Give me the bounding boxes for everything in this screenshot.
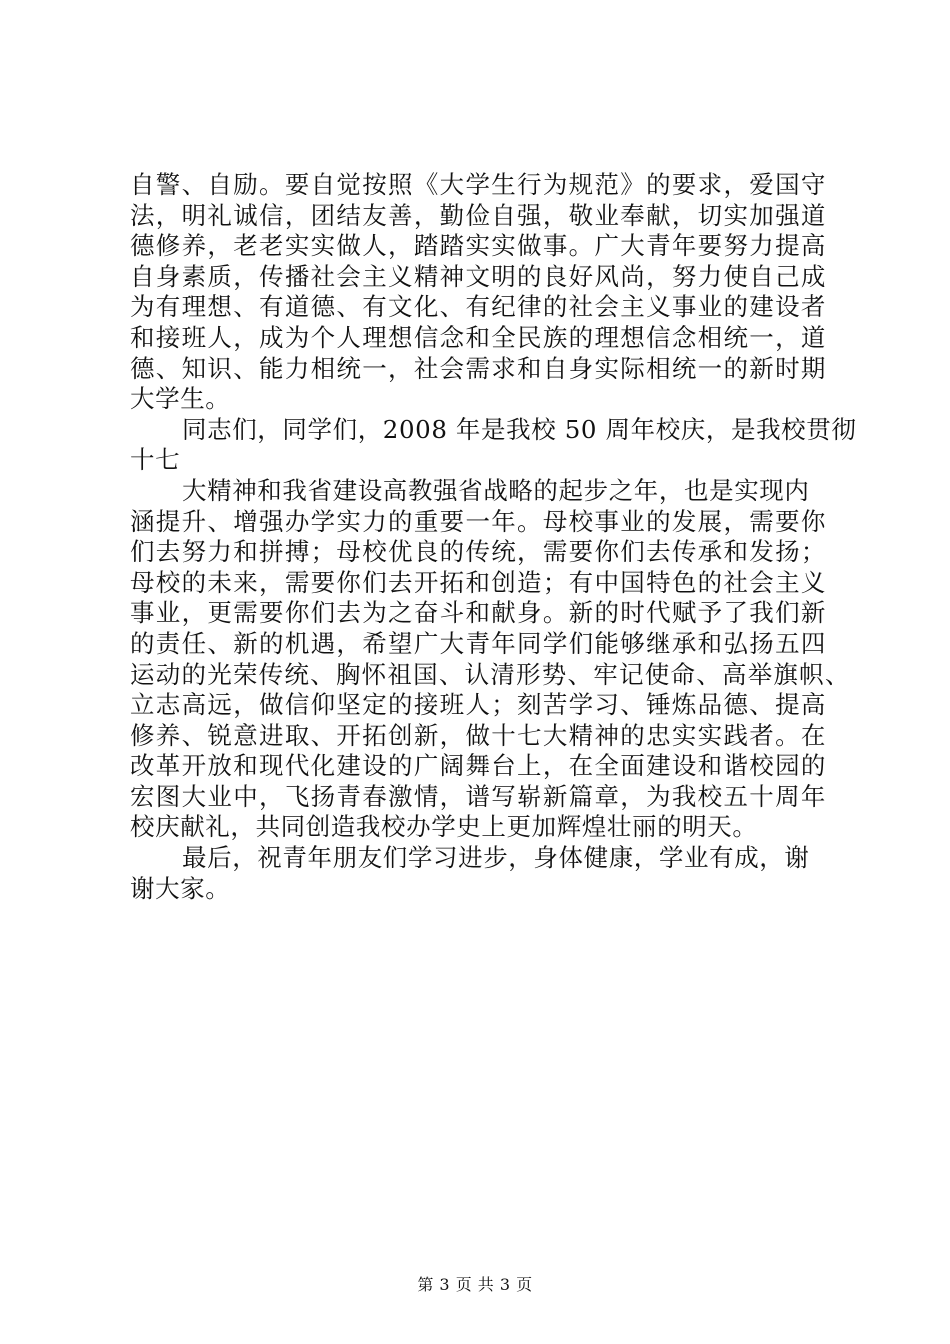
text-line: 事业，更需要你们去为之奋斗和献身。新的时代赋予了我们新 <box>130 598 826 628</box>
text-line: 母校的未来，需要你们去开拓和创造；有中国特色的社会主义 <box>130 567 826 597</box>
text-line: 改革开放和现代化建设的广阔舞台上，在全面建设和谐校园的 <box>130 751 826 781</box>
text-line: 自警、自励。要自觉按照《大学生行为规范》的要求，爱国守 <box>130 170 826 199</box>
text-line: 们去努力和拼搏；母校优良的传统，需要你们去传承和发扬； <box>130 537 826 567</box>
paragraph-start-line: 大精神和我省建设高教强省战略的起步之年，也是实现内 <box>182 475 810 505</box>
text-line: 谢大家。 <box>130 873 231 903</box>
paragraph-start-line: 同志们，同学们，2008 年是我校 50 周年校庆，是我校贯彻 <box>182 414 857 444</box>
text-line: 涵提升、增强办学实力的重要一年。母校事业的发展，需要你 <box>130 506 826 536</box>
text-line: 法，明礼诚信，团结友善，勤俭自强，敬业奉献，切实加强道 <box>130 200 826 230</box>
text-line: 立志高远，做信仰坚定的接班人；刻苦学习、锤炼品德、提高 <box>130 690 826 720</box>
text-line: 大学生。 <box>130 384 231 414</box>
text-line: 宏图大业中，飞扬青春激情，谱写崭新篇章，为我校五十周年 <box>130 781 826 811</box>
text-line: 德、知识、能力相统一，社会需求和自身实际相统一的新时期 <box>130 353 826 383</box>
text-line: 为有理想、有道德、有文化、有纪律的社会主义事业的建设者 <box>130 292 826 322</box>
page-footer: 第 3 页 共 3 页 <box>417 1275 533 1294</box>
text-line: 十七 <box>130 445 181 475</box>
text-line: 的责任、新的机遇，希望广大青年同学们能够继承和弘扬五四 <box>130 628 826 658</box>
body-text <box>130 170 857 904</box>
paragraph-start-line: 最后，祝青年朋友们学习进步，身体健康，学业有成，谢 <box>182 843 810 873</box>
text-line: 修养、锐意进取、开拓创新，做十七大精神的忠实实践者。在 <box>130 720 826 750</box>
text-line: 德修养，老老实实做人，踏踏实实做事。广大青年要努力提高 <box>130 231 826 261</box>
text-line: 运动的光荣传统、胸怀祖国、认清形势、牢记使命、高举旗帜、 <box>130 659 850 689</box>
text-line: 自身素质，传播社会主义精神文明的良好风尚，努力使自己成 <box>130 261 826 291</box>
text-line: 和接班人，成为个人理想信念和全民族的理想信念相统一，道 <box>130 322 826 352</box>
text-line: 校庆献礼，共同创造我校办学史上更加辉煌壮丽的明天。 <box>130 812 758 842</box>
